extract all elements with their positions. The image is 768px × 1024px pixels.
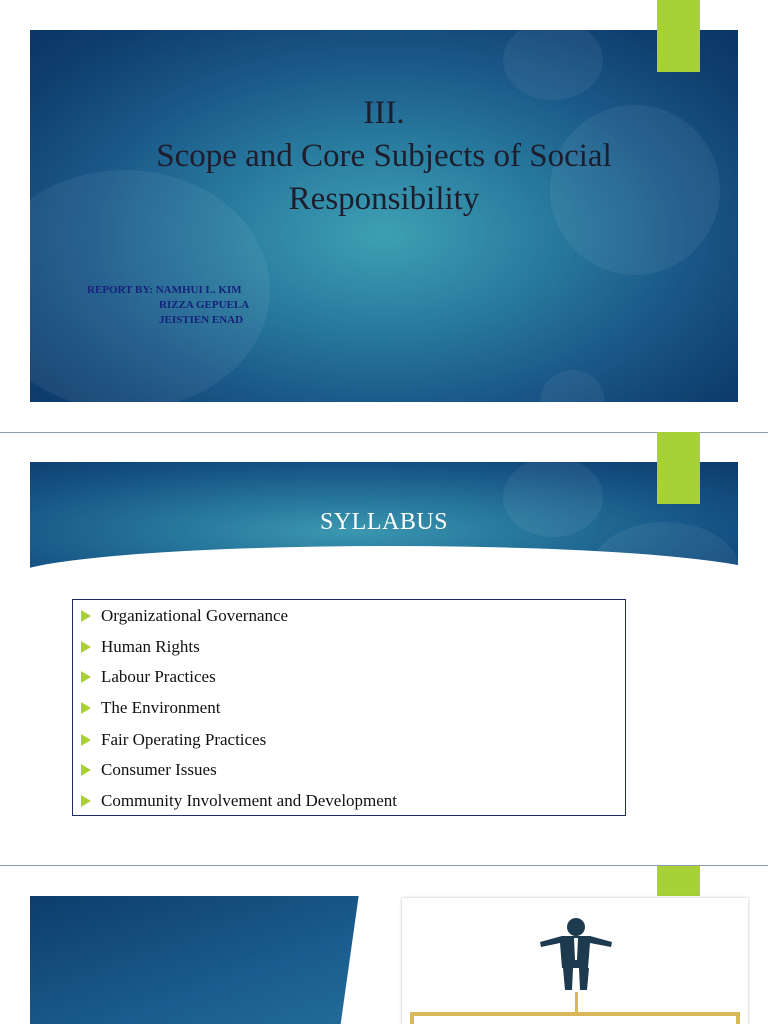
syllabus-title: SYLLABUS bbox=[319, 509, 449, 535]
list-item-label: Organizational Governance bbox=[101, 606, 289, 625]
illustration-image bbox=[402, 898, 748, 1024]
third-slide bbox=[0, 866, 768, 1024]
list-item bbox=[81, 789, 397, 813]
triangle-bullet-icon bbox=[81, 795, 91, 807]
list-item-label: Consumer Issues bbox=[101, 760, 217, 779]
list-item-label: Human Rights bbox=[101, 637, 200, 656]
slide-title bbox=[30, 92, 738, 221]
syllabus-banner bbox=[30, 462, 738, 577]
person-arms-raised-icon bbox=[402, 898, 748, 1024]
triangle-bullet-icon bbox=[81, 610, 91, 622]
triangle-bullet-icon bbox=[81, 641, 91, 653]
list-item-label: Fair Operating Practices bbox=[101, 730, 267, 749]
triangle-bullet-icon bbox=[81, 764, 91, 776]
title-panel bbox=[30, 30, 738, 402]
accent-tab bbox=[657, 866, 700, 896]
accent-tab bbox=[657, 432, 700, 504]
accent-tab bbox=[657, 0, 700, 72]
list-item bbox=[81, 665, 216, 689]
list-item bbox=[81, 604, 288, 628]
triangle-bullet-icon bbox=[81, 671, 91, 683]
panel-edge bbox=[332, 896, 370, 1024]
syllabus-list bbox=[72, 599, 626, 816]
syllabus-slide bbox=[0, 432, 768, 864]
title-line-3: Responsibility bbox=[288, 181, 480, 217]
decor-bubble bbox=[540, 370, 605, 402]
report-by bbox=[87, 283, 249, 328]
list-item bbox=[81, 728, 266, 752]
triangle-bullet-icon bbox=[81, 734, 91, 746]
list-item-label: Community Involvement and Development bbox=[101, 791, 398, 810]
title-slide bbox=[0, 0, 768, 432]
decor-bubble bbox=[503, 30, 603, 100]
reporter-name: NAMHUI L. KIM bbox=[155, 284, 242, 296]
title-line-1: III. bbox=[363, 95, 405, 131]
title-line-2: Scope and Core Subjects of Social bbox=[156, 138, 612, 174]
list-item bbox=[81, 758, 217, 782]
list-item bbox=[81, 696, 220, 720]
list-item-label: The Environment bbox=[101, 698, 221, 717]
reporter-name: JEISTIEN ENAD bbox=[159, 314, 244, 326]
list-item-label: Labour Practices bbox=[101, 667, 216, 686]
blue-panel bbox=[30, 896, 370, 1024]
report-label: REPORT BY: bbox=[87, 284, 153, 296]
list-item bbox=[81, 635, 200, 659]
triangle-bullet-icon bbox=[81, 702, 91, 714]
reporter-name: RIZZA GEPUELA bbox=[159, 299, 250, 311]
